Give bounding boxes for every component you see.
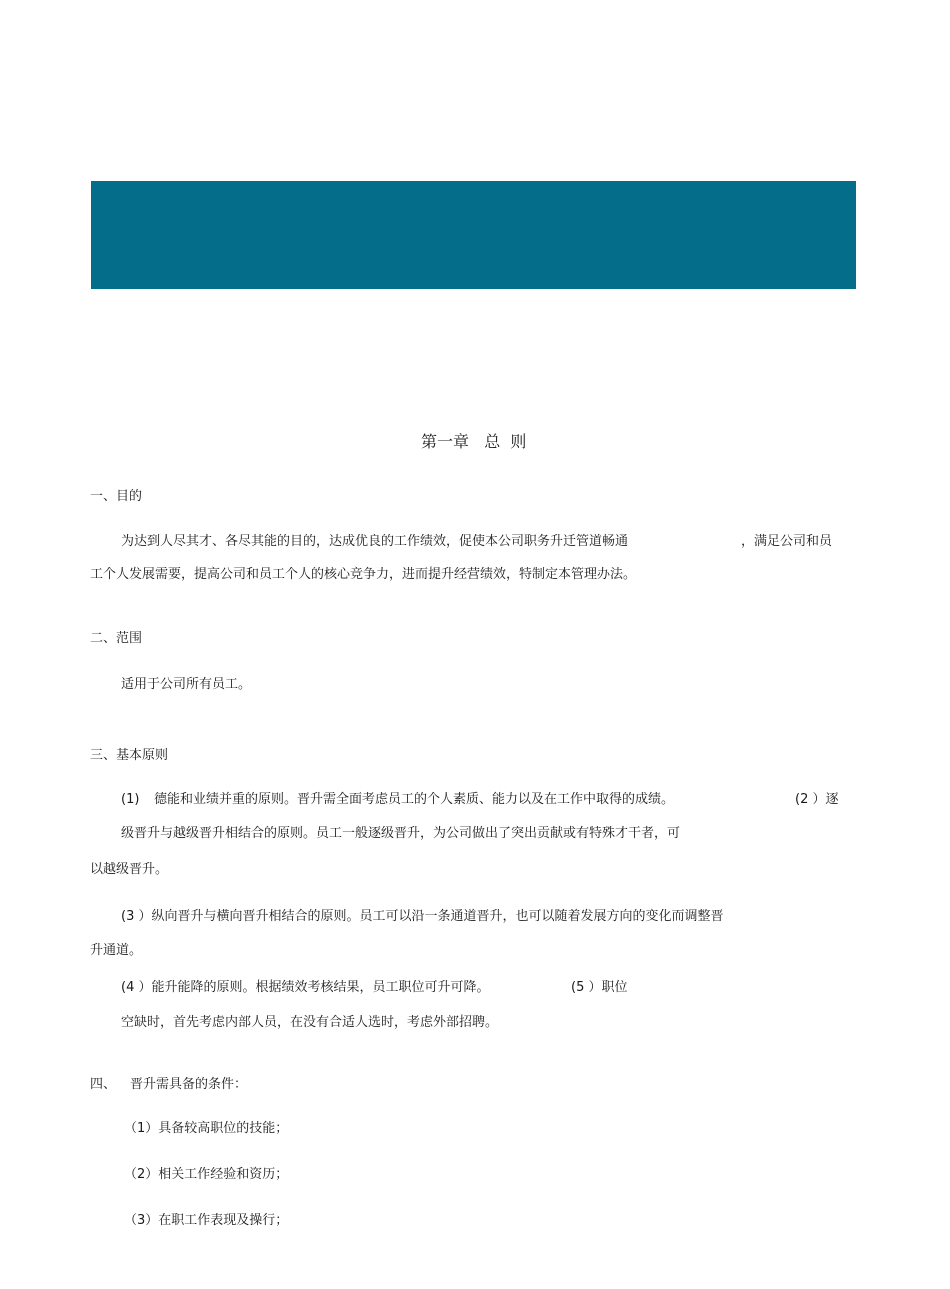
section-heading-conditions-number: 四、 [90, 1077, 117, 1092]
principle-3-line1: (3 ）纵向晋升与横向晋升相结合的原则。员工可以沿一条通道晋升，也可以随着发展方向的变化而调整晋 [121, 909, 724, 924]
condition-item: （2）相关工作经验和资历； [124, 1167, 289, 1182]
principle-5-line2: 空缺时，首先考虑内部人员，在没有合适人选时，考虑外部招聘。 [121, 1015, 499, 1030]
principle-4-text: (4 ）能升能降的原则。根据绩效考核结果，员工职位可升可降。 [121, 980, 490, 995]
principle-1-text: 德能和业绩并重的原则。晋升需全面考虑员工的个人素质、能力以及在工作中取得的成绩。 [154, 792, 675, 807]
principle-2-line1: 级晋升与越级晋升相结合的原则。员工一般逐级晋升，为公司做出了突出贡献或有特殊才干者，可 [121, 826, 681, 841]
principle-5-number: (5 ）职位 [571, 980, 628, 995]
purpose-paragraph-line1: 为达到人尽其才、各尽其能的目的，达成优良的工作绩效，促使本公司职务升迁管道畅通 [121, 534, 629, 549]
principle-1-number: (1) [121, 792, 140, 807]
scope-paragraph: 适用于公司所有员工。 [121, 677, 252, 692]
section-heading-conditions: 晋升需具备的条件： [130, 1077, 248, 1092]
chapter-title: 第一章 总 则 [421, 432, 527, 451]
section-heading-scope: 二、范围 [90, 631, 143, 646]
principle-2-line2: 以越级晋升。 [90, 862, 169, 877]
condition-item: （3）在职工作表现及操行； [124, 1213, 289, 1228]
purpose-paragraph-line2: 工个人发展需要，提高公司和员工个人的核心竞争力，进而提升经营绩效，特制定本管理办法。 [90, 567, 637, 582]
principle-3-line2: 升通道。 [90, 943, 143, 958]
purpose-paragraph-line1-end: ，满足公司和员 [741, 534, 833, 549]
section-heading-purpose: 一、目的 [90, 489, 143, 504]
principle-2-number: (2 ）逐 [795, 792, 839, 807]
condition-item: （1）具备较高职位的技能； [124, 1121, 289, 1136]
header-banner [91, 181, 856, 289]
section-heading-principles: 三、基本原则 [90, 748, 169, 763]
